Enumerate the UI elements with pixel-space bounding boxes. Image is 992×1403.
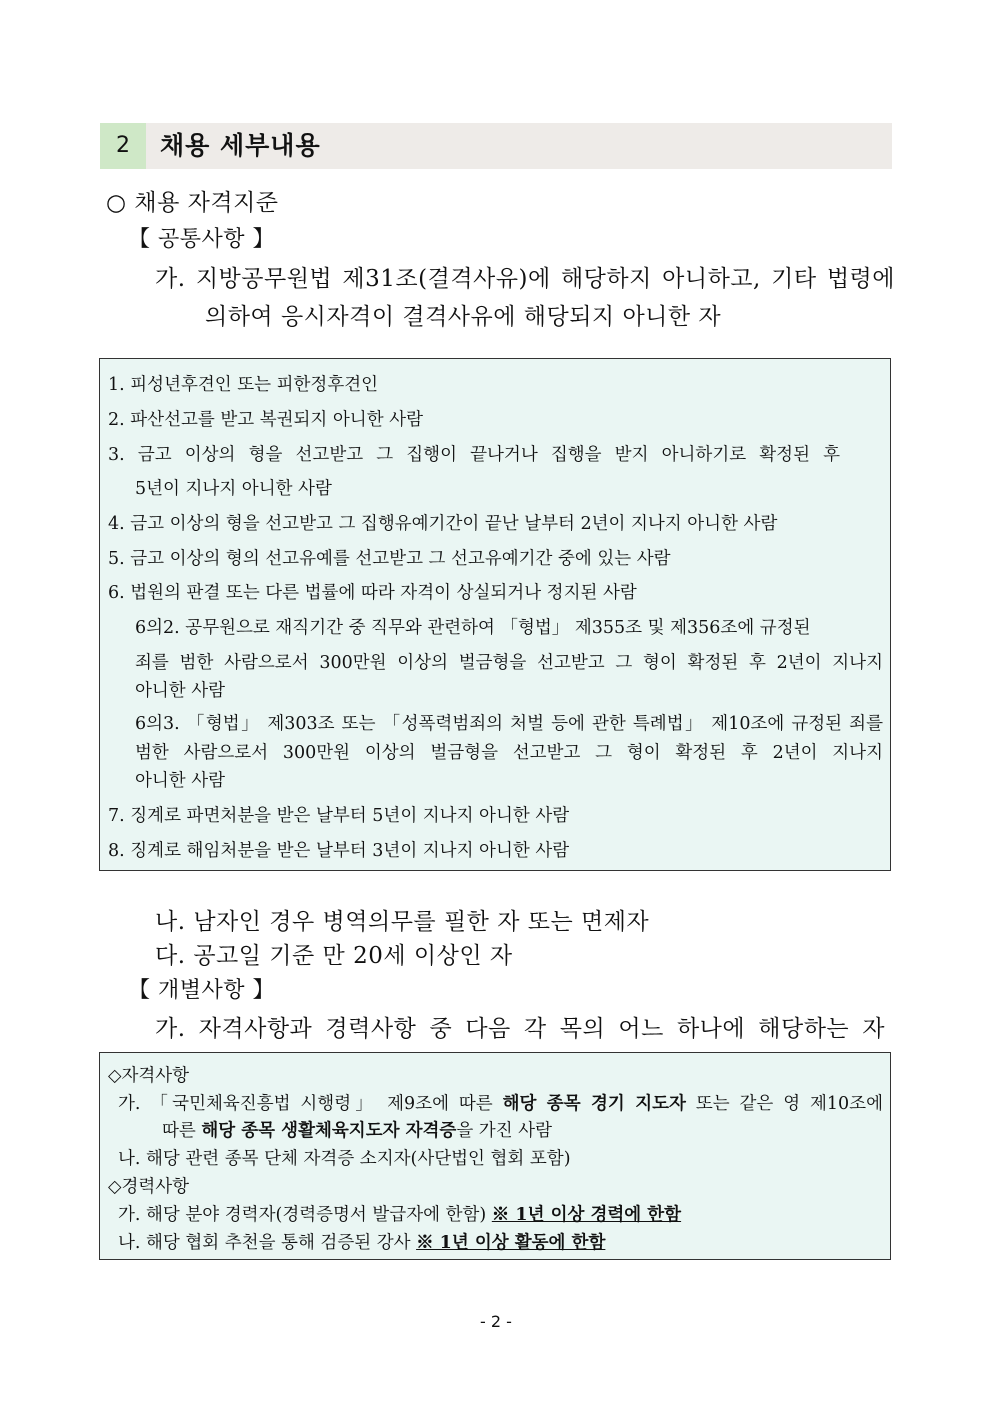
text-span: 나. 해당 협회 추천을 통해 검증된 강사 <box>118 1233 417 1253</box>
individual-heading: 【 개별사항 】 <box>128 978 275 1003</box>
box-line: 아니한 사람 <box>135 771 226 791</box>
career-item-na <box>118 1229 605 1254</box>
common-item-ga-line1: 가. 지방공무원법 제31조(결격사유)에 해당하지 아니하고, 기타 법령에 <box>155 266 895 292</box>
box-line: 6의3. 「형법」 제303조 또는 「성폭력범죄의 처벌 등에 관한 특례법」 제10조에 규정된 죄를 <box>135 714 883 734</box>
section-number: 2 <box>100 123 146 169</box>
text-span: 또는 같은 영 제10조에 <box>685 1094 883 1114</box>
common-item-da: 다. 공고일 기준 만 20세 이상인 자 <box>155 943 513 969</box>
box-line: 아니한 사람 <box>135 681 226 701</box>
common-heading: 【 공통사항 】 <box>128 227 275 252</box>
box-line: 6. 법원의 판결 또는 다른 법률에 따라 자격이 상실되거나 정지된 사람 <box>108 583 637 603</box>
text-span: 가. 「국민체육진흥법 시행령」 제9조에 따른 <box>118 1094 503 1114</box>
bold-text: 해당 종목 생활체육지도자 자격증 <box>201 1121 457 1141</box>
text-span: 따른 <box>162 1121 202 1141</box>
box-line: 5년이 지나지 아니한 사람 <box>135 479 332 499</box>
qualification-heading: ○ 채용 자격지준 <box>106 190 279 216</box>
box-line: 5. 금고 이상의 형의 선고유예를 선고받고 그 선고유예기간 중에 있는 사람 <box>108 549 671 569</box>
box-line: 1. 피성년후견인 또는 피한정후견인 <box>108 375 379 395</box>
section-title: 채용 세부내용 <box>160 131 321 160</box>
common-item-na: 나. 남자인 경우 병역의무를 필한 자 또는 면제자 <box>155 909 650 935</box>
qualification-subheading: ◇자격사항 <box>108 1066 190 1086</box>
qualification-item-ga <box>118 1090 883 1115</box>
common-item-ga-line2: 의하여 응시자격이 결격사유에 해당되지 아니한 자 <box>205 304 722 330</box>
bold-text: 해당 종목 경기 지도자 <box>502 1094 686 1114</box>
section-header <box>100 123 892 169</box>
individual-requirements-box <box>99 1052 891 1260</box>
individual-item-ga: 가. 자격사항과 경력사항 중 다음 각 목의 어느 하나에 해당하는 자 <box>155 1016 885 1042</box>
box-line: 2. 파산선고를 받고 복권되지 아니한 사람 <box>108 410 423 430</box>
box-line: 3. 금고 이상의 형을 선고받고 그 집행이 끝나거나 집행을 받지 아니하기로 확정된 후 <box>108 445 840 465</box>
career-note: ※ 1년 이상 활동에 한함 <box>416 1233 606 1253</box>
career-item-ga <box>118 1201 681 1226</box>
box-line: 8. 징계로 해임처분을 받은 날부터 3년이 지나지 아니한 사람 <box>108 841 570 861</box>
box-line: 범한 사람으로서 300만원 이상의 벌금형을 선고받고 그 형이 확정된 후 2년이 지나지 <box>135 743 883 763</box>
qualification-item-na: 나. 해당 관련 종목 단체 자격증 소지자(사단법인 협회 포함) <box>118 1149 571 1169</box>
qualification-item-ga-cont <box>162 1117 552 1142</box>
disqualification-box <box>99 358 891 871</box>
text-span: 가. 해당 분야 경력자(경력증명서 발급자에 한함) <box>118 1205 492 1225</box>
career-subheading: ◇경력사항 <box>108 1177 190 1197</box>
page-number: - 2 - <box>480 1312 512 1331</box>
box-line: 6의2. 공무원으로 재직기간 중 직무와 관련하여 「형법」 제355조 및 제356조에 규정된 <box>135 618 811 638</box>
box-line: 죄를 범한 사람으로서 300만원 이상의 벌금형을 선고받고 그 형이 확정된 후 2년이 지나지 <box>135 653 883 673</box>
text-span: 을 가진 사람 <box>456 1121 552 1141</box>
box-line: 4. 금고 이상의 형을 선고받고 그 집행유예기간이 끝난 날부터 2년이 지나지 아니한 사람 <box>108 514 778 534</box>
career-note: ※ 1년 이상 경력에 한함 <box>491 1205 682 1225</box>
box-line: 7. 징계로 파면처분을 받은 날부터 5년이 지나지 아니한 사람 <box>108 806 570 826</box>
